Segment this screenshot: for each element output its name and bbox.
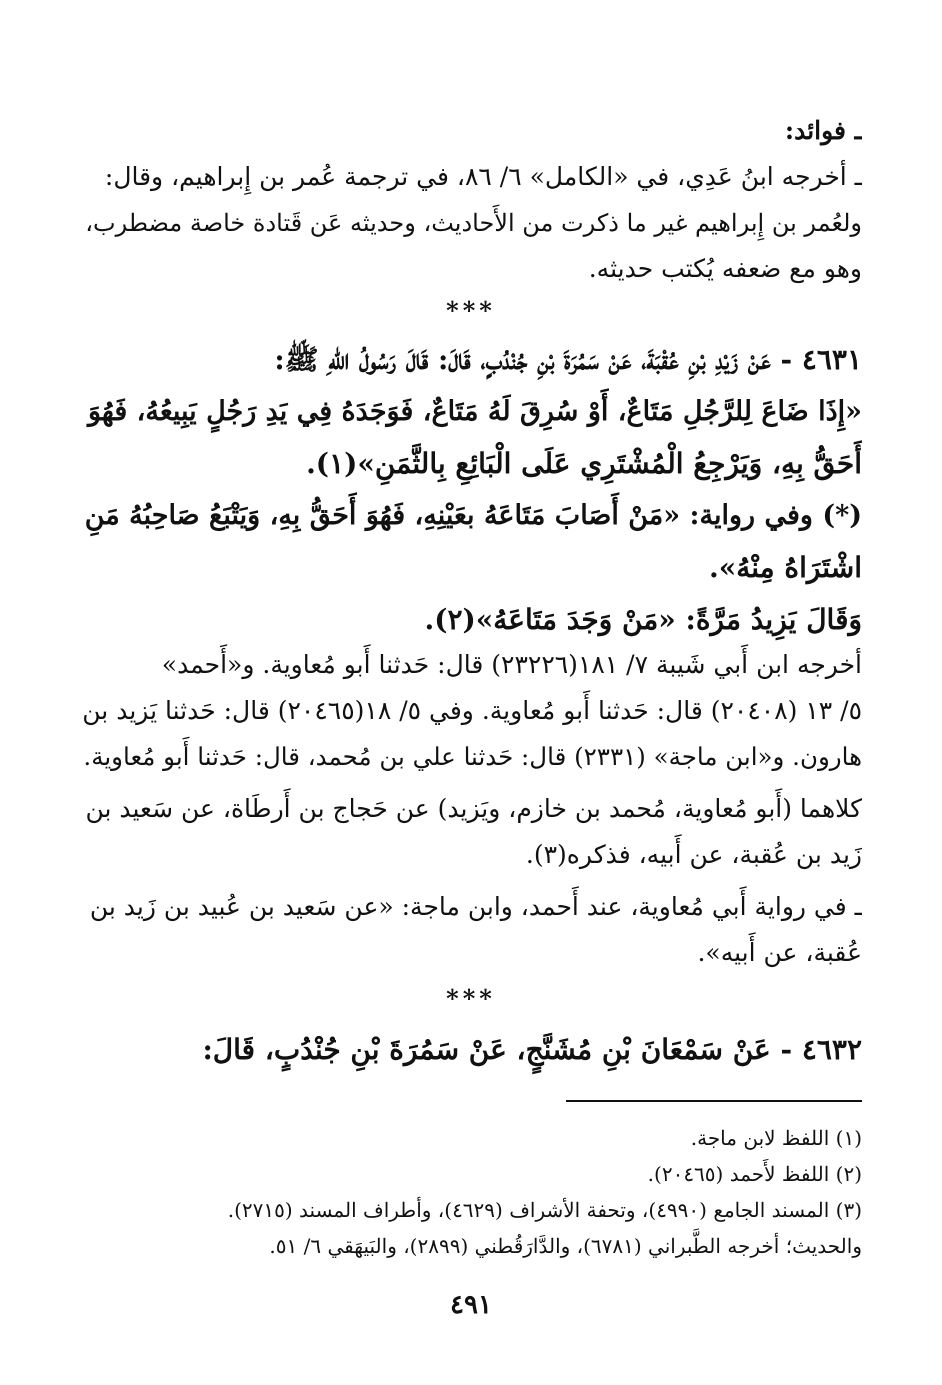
variant-line: اشْتَرَاهُ مِنْهُ». <box>708 551 862 584</box>
hadith-text-line: أَحَقُّ بِهِ، وَيَرْجِعُ الْمُشْتَرِي عَلَى الْبَائِعِ بِالثَّمَنِ»(١). <box>306 447 862 480</box>
footnote: (٣) المسند الجامع (٤٩٩٠)، وتحفة الأشراف (٤٦٢٩)، وأطراف المسند (٢٧١٥). <box>227 1198 862 1222</box>
chain-line: زَيد بن عُقبة، عن أَبيه، فذكره(٣). <box>525 840 862 869</box>
footnote: والحديث؛ أخرجه الطَّبراني (٦٧٨١)، والدَّارَقُطني (٢٨٩٩)، والبَيهَقي ٦/ ٥١. <box>269 1234 862 1258</box>
takhrij-line: ٥/ ١٣ (٢٠٤٠٨) قال: حَدثنا أَبو مُعاوية. وفي ٥/ ١٨(٢٠٤٦٥) قال: حَدثنا يَزيد بن <box>82 696 862 725</box>
footnote: (١) اللفظ لابن ماجة. <box>690 1126 862 1150</box>
hadith-text-line: ٤٦٣٢ - عَنْ سَمْعَانَ بْنِ مُشَنَّجٍ، عَنْ سَمُرَةَ بْنِ جُنْدُبٍ، قَالَ: <box>202 1033 862 1066</box>
note-line: ـ في رواية أَبي مُعاوية، عند أَحمد، وابن ماجة: «عن سَعيد بن عُبيد بن زَيد بن <box>89 892 862 921</box>
takhrij-section <box>80 642 862 976</box>
yazid-variant-line: وَقَالَ يَزِيدُ مَرَّةً: «مَنْ وَجَدَ مَتَاعَهُ»(٢). <box>424 603 862 636</box>
hadith-4632 <box>80 1024 862 1076</box>
variant-line: (*) وفي رواية: «مَنْ أَصَابَ مَتَاعَهُ بعَيْنِهِ، فَهُوَ أَحَقُّ بِهِ، وَيَتْبَعُ صَاحِبُهُ مَنِ <box>84 500 862 531</box>
takhrij-line: أخرجه ابن أَبي شَيبة ٧/ ١٨١(٢٣٢٢٦) قال: حَدثنا أَبو مُعاوية. و«أَحمد» <box>161 650 862 679</box>
footnote: (٢) اللفظ لأَحمد (٢٠٤٦٥). <box>647 1162 862 1186</box>
footnote-divider <box>566 1100 862 1102</box>
section-separator: *** <box>446 984 496 1013</box>
benefits-line: ـ أخرجه ابنُ عَدِي، في «الكامل» ٦/ ٨٦، في ترجمة عُمر بن إِبراهيم، وقال: <box>104 162 862 191</box>
note-line: عُقبة، عن أَبيه». <box>697 938 862 967</box>
benefits-line: ولعُمر بن إِبراهيم غير ما ذكرت من الأَحاديث، وحديثه عَن قَتادة خاصة مضطرب، <box>85 209 862 237</box>
chain-line: كلاهما (أَبو مُعاوية، مُحمد بن خازم، ويَزيد) عن حَجاج بن أَرطَاة، عن سَعيد بن <box>85 794 862 823</box>
benefits-heading: ـ فوائد: <box>784 116 862 145</box>
footnotes <box>80 1120 862 1264</box>
takhrij-line: هارون. و«ابن ماجة» (٢٣٣١) قال: حَدثنا علي بن مُحمد، قال: حَدثنا أَبو مُعاوية. <box>83 742 862 771</box>
hadith-text-line: ٤٦٣١ - عَنْ زَيْدِ بْنِ عُقْبَةَ، عَنْ سَمُرَةَ بْنِ جُنْدُبٍ، قَالَ: قَالَ رَسُولُ اللهِ ﷺ: <box>274 343 862 376</box>
benefits-line: وهو مع ضعفه يُكتب حديثه. <box>588 254 862 283</box>
page-number: ٤٩١ <box>450 1290 492 1320</box>
hadith-4631 <box>80 334 862 646</box>
hadith-text-line: «إِذَا ضَاعَ لِلرَّجُلِ مَتَاعٌ، أَوْ سُرِقَ لَهُ مَتَاعٌ، فَوَجَدَهُ فِي يَدِ رَجُلٍ يَبِيعُهُ، فَهُوَ <box>87 396 862 427</box>
benefits-section <box>80 108 862 292</box>
section-separator: *** <box>446 296 496 325</box>
